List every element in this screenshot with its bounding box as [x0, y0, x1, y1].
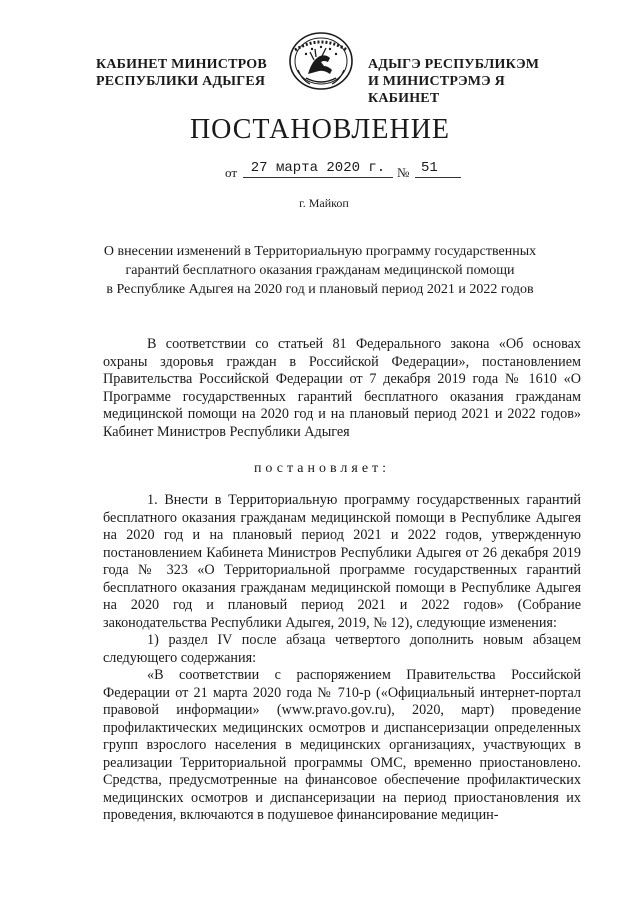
date-number-line — [225, 160, 455, 180]
preamble-paragraph: В соответствии со статьей 81 Федерального закона «Об основах охраны здоровья граждан в Российской Федерации», постановлением Правительства Российской Федерации от 7 декабря 2019 года № 1610 «О Программе государственных гарантий бесплатного оказания гражданам медицинской помощи на 2020 год и на плановый период 2021 и 2022 годов» Кабинет Министров Республики Адыгея — [103, 336, 581, 440]
preamble — [103, 336, 581, 441]
document-number: 51 — [415, 160, 461, 178]
header-right-line1: АДЫГЭ РЕСПУБЛИКЭМ — [368, 57, 540, 72]
subject-line: в Республике Адыгея на 2020 год и плановый период 2021 и 2022 годов — [106, 282, 534, 297]
coat-of-arms-adygea-icon — [286, 30, 356, 92]
header-left-line1: КАБИНЕТ МИНИСТРОВ — [96, 57, 267, 72]
date-prefix: от — [225, 165, 238, 180]
resolves-word: постановляет: — [253, 461, 391, 476]
header-left — [96, 56, 286, 90]
header-left-line2: РЕСПУБЛИКИ АДЫГЕЯ — [96, 74, 266, 89]
paragraph: «В соответствии с распоряжением Правительства Российской Федерации от 21 марта 2020 года № 710-р («Официальный интернет-портал правовой информации» (www.pravo.gov.ru), 2020, март) проведение профилактических медицинских осмотров и диспансеризации определенных групп взрослого населения в медицинских организациях, участвующих в реализации Территориальной программы ОМС, временно приостановлено. Средства, предусмотренные на финансовое обеспечение профилактических медицинских осмотров и диспансеризации на период приостановления их проведения, включаются в подушевое финансирование медицин- — [103, 667, 581, 823]
subject-line: О внесении изменений в Территориальную программу государственных — [103, 244, 537, 259]
paragraph: 1. Внести в Территориальную программу государственных гарантий бесплатного оказания гражданам медицинской помощи в Республике Адыгея на 2020 год и на плановый период 2021 и 2022 годов, утвержденную постановлением Кабинета Министров Республики Адыгея от 26 декабря 2019 года № 323 «О Территориальной программе государственных гарантий бесплатного оказания гражданам медицинской помощи в Республике Адыгея на 2020 год и плановый период 2021 и 2022 годов» (Собрание законодательства Республики Адыгея, 2019, № 12), следующие изменения: — [103, 492, 581, 631]
paragraph: 1) раздел IV после абзаца четвертого дополнить новым абзацем следующего содержания: — [103, 632, 581, 666]
document-subject — [80, 242, 560, 299]
main-text — [103, 492, 581, 825]
subject-line: гарантий бесплатного оказания гражданам медицинской помощи — [125, 263, 515, 278]
document-date: 27 марта 2020 г. — [243, 160, 393, 178]
document-title: ПОСТАНОВЛЕНИЕ — [189, 114, 451, 145]
header-right — [368, 56, 578, 107]
number-sign: № — [397, 165, 410, 180]
header-right-line2: И МИНИСТРЭМЭ Я КАБИНЕТ — [368, 74, 505, 106]
city: г. Майкоп — [299, 196, 349, 210]
